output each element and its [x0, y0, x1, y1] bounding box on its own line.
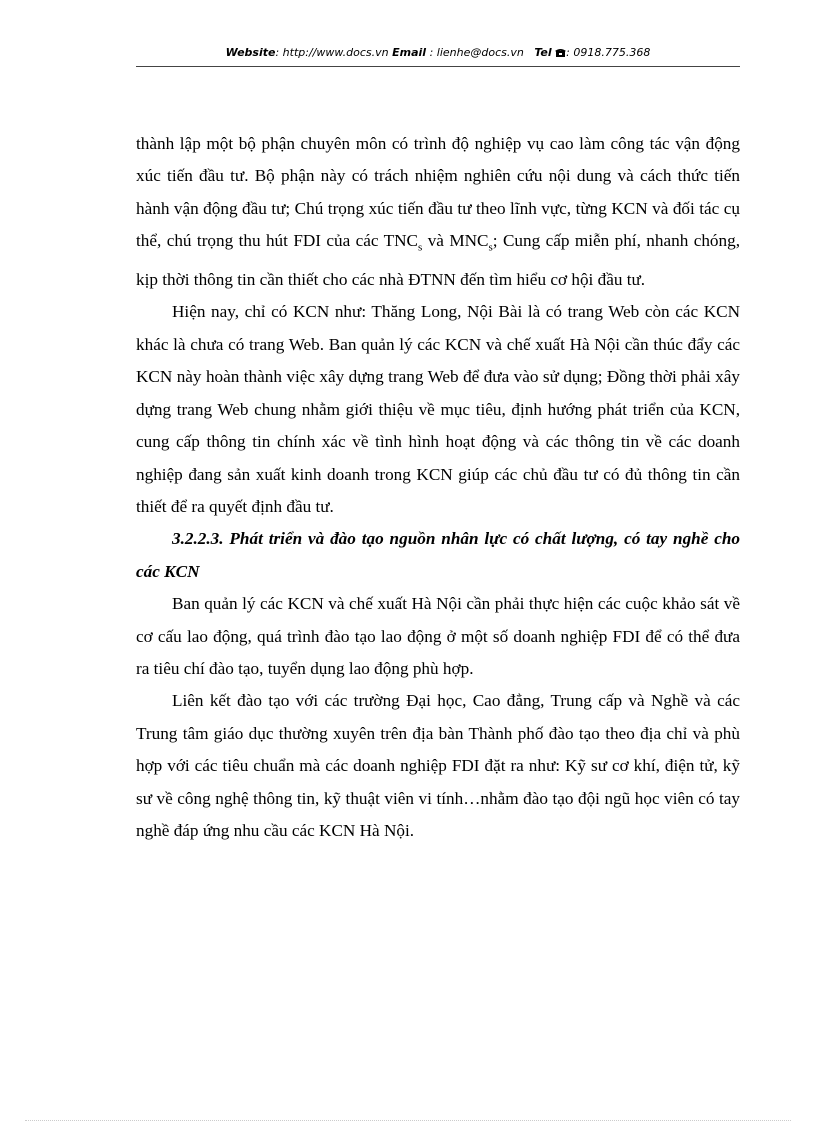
- footer-divider: [25, 1120, 791, 1121]
- header-divider: [136, 66, 740, 67]
- subscript: s: [418, 241, 423, 254]
- subscript: s: [488, 241, 493, 254]
- phone-icon: [555, 46, 566, 59]
- website-url[interactable]: : http://www.docs.vn: [275, 46, 389, 59]
- paragraph-text: thành lập một bộ phận chuyên môn có trình độ nghiệp vụ cao làm công tác vận động xúc tiến đầu tư. Bộ phận này có trách nhiệm nghiên cứu nội dung và cách thức tiến hành vận động đầu tư; Chú trọng xúc tiến đầu tư theo lĩnh vực, từng KCN và đối tác cụ thể, chú trọng thu hút FDI của các TNC: [136, 134, 740, 251]
- section-heading: 3.2.2.3. Phát triển và đào tạo nguồn nhân lực có chất lượng, có tay nghề cho các KCN: [136, 529, 740, 581]
- paragraph-text: ; Cung cấp miễn phí, nhanh chóng, kịp thời thông tin cần thiết cho các nhà ĐTNN đến tìm hiểu cơ hội đầu tư.: [136, 231, 740, 290]
- paragraph: [136, 128, 740, 296]
- email-label: Email: [392, 46, 427, 59]
- paragraph: Hiện nay, chỉ có KCN như: Thăng Long, Nội Bài là có trang Web còn các KCN khác là chưa có trang Web. Ban quản lý các KCN và chế xuất Hà Nội cần thúc đẩy các KCN này hoàn thành việc xây dựng trang Web để đưa vào sử dụng; Đồng thời phải xây dựng trang Web chung nhằm giới thiệu về mục tiêu, định hướng phát triển của KCN, cung cấp thông tin chính xác về tình hình hoạt động và các thông tin về các doanh nghiệp đang sản xuất kinh doanh trong KCN giúp các chủ đầu tư có đủ thông tin cần thiết để ra quyết định đầu tư.: [136, 302, 740, 516]
- tel-label: Tel: [534, 46, 552, 59]
- page-header: [136, 46, 740, 59]
- paragraph-text: và MNC: [422, 231, 489, 251]
- paragraph: Ban quản lý các KCN và chế xuất Hà Nội cần phải thực hiện các cuộc khảo sát về cơ cấu lao động, quá trình đào tạo lao động ở một số doanh nghiệp FDI để có thể đưa ra tiêu chí đào tạo, tuyển dụng lao động phù hợp.: [136, 594, 740, 678]
- tel-number: : 0918.775.368: [566, 46, 651, 59]
- paragraph: Liên kết đào tạo với các trường Đại học, Cao đẳng, Trung cấp và Nghề và các Trung tâm giáo dục thường xuyên trên địa bàn Thành phố đào tạo theo địa chỉ và phù hợp với các tiêu chuẩn mà các doanh nghiệp FDI đặt ra như: Kỹ sư cơ khí, điện tử, kỹ sư về công nghệ thông tin, kỹ thuật viên vi tính…nhằm đào tạo đội ngũ học viên có tay nghề đáp ứng nhu cầu các KCN Hà Nội.: [136, 691, 740, 840]
- document-body: [136, 128, 740, 847]
- email-address[interactable]: : lienhe@docs.vn: [429, 46, 524, 59]
- website-label: Website: [225, 46, 276, 59]
